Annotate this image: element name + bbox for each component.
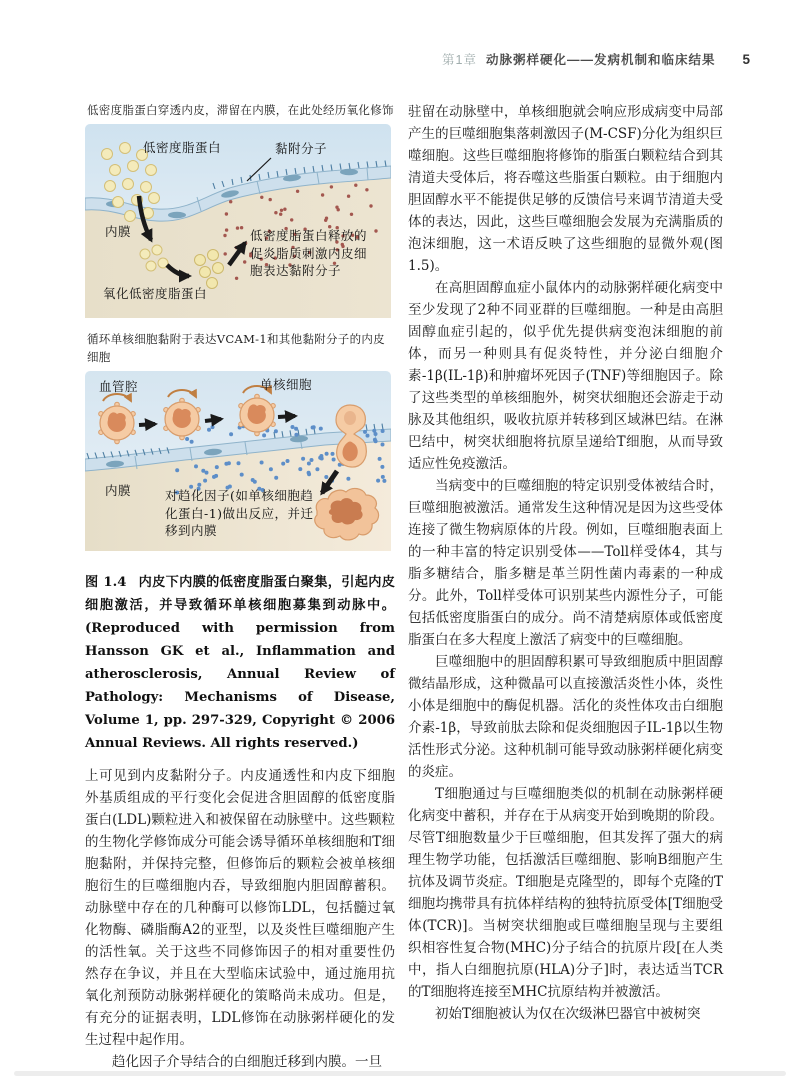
body-paragraph: T细胞通过与巨噬细胞类似的机制在动脉粥样硬化病变中蓄积，并存在于从病变开始到晚期的阶段。尽管T细胞数量少于巨噬细胞，但其发挥了强大的病理生物学功能，包括激活巨噬细胞、影响B细胞产生抗体及调节炎症。T细胞是克隆型的，即每个克隆的T细胞均携带具有抗体样结构的独特抗原受体[T细胞受体(TCR)]。当树突状细胞或巨噬细胞呈现与主要组织相容性复合物(MHC)分子结合的抗原片段[在人类中，指人白细胞抗原(HLA)分子]时，表达适当TCR的T细胞将连接至MHC抗原结构并被激活。 [408,786,724,1000]
label-intima-1: 内膜 [105,224,132,239]
page-number: 5 [742,52,750,67]
figure-caption [85,571,395,755]
transmigrating-body-shade [344,411,356,425]
label-inflammatory-lipids: 低密度脂蛋白释放的促炎脂质刺激内皮细胞表达黏附分子 [250,228,368,278]
left-column [85,101,395,1073]
label-adhesion-molecule: 黏附分子 [275,141,328,156]
left-body-text [85,765,395,1073]
figure-panel2 [85,371,391,551]
page-bottom-edge [14,1071,786,1076]
chapter-label: 第1章 [442,53,477,67]
body-paragraph: 驻留在动脉壁中，单核细胞就会响应形成病变中局部产生的巨噬细胞集落刺激因子(M-CSF)分化为组织巨噬细胞。这些巨噬细胞将修饰的脂蛋白颗粒结合到其清道夫受体后，将吞噬这些脂蛋白颗粒。由于细胞内胆固醇水平不能提供足够的反馈信号来调节清道夫受体的表达，因此，这些巨噬细胞会发展为充满脂质的泡沫细胞，这一术语反映了这些细胞的显微外观(图1.5)。 [408,104,723,274]
label-chemokine-response: 对趋化因子(如单核细胞趋化蛋白-1)做出反应，并迁移到内膜 [165,488,314,538]
body-paragraph: 巨噬细胞中的胆固醇积累可导致细胞质中胆固醇微结晶形成，这种微晶可以直接激活炎性小体，炎性小体是细胞中的酶促机器。活化的炎性体攻击白细胞介素-1β，导致前肽去除和促炎细胞因子IL-1β以生物活性形式分泌。这种机制可能导致动脉粥样硬化病变的炎症。 [408,654,723,780]
figure-panel2-heading: 循环单核细胞黏附于表达VCAM-1和其他黏附分子的内皮细胞 [87,332,385,364]
running-header [0,0,800,68]
body-paragraph: 当病变中的巨噬细胞的特定识别受体被结合时，巨噬细胞被激活。通常发生这种情况是因为这些受体连接了微生物病原体的片段。例如，巨噬细胞表面上的一种丰富的特定识别受体——Toll样受体4，其与脂多糖结合，脂多糖是革兰阴性菌内毒素的一种成分。此外，Toll样受体可识别某些内源性分子，可能包括低密度脂蛋白的成分。尚不清楚病原体或低密度脂蛋白在多大程度上激活了病变中的巨噬细胞。 [408,478,723,648]
body-paragraph: 上可见到内皮黏附分子。内皮通透性和内皮下细胞外基质组成的平行变化会促进含胆固醇的低密度脂蛋白(LDL)颗粒进入和被保留在动脉壁中。这些颗粒的生物化学修饰成分可能会诱导循环单核细胞和T细胞黏附，并保持完整，但修饰后的颗粒会被单核细胞衍生的巨噬细胞内吞，导致细胞内胆固醇蓄积。动脉壁中存在的几种酶可以修饰LDL，包括髓过氧化物酶、磷脂酶A2的亚型，以及炎性巨噬细胞产生的活性氧。关于这些不同修饰因子的相对重要性仍然存在争议，并且在大型临床试验中，通过施用抗氧化剂预防动脉粥样硬化的策略尚未成功。但是，有充分的证据表明，LDL修饰在动脉粥样硬化的发生过程中起作用。 [85,768,395,1048]
figure-caption-number: 图 1.4 [85,575,127,590]
body-paragraph: 趋化因子介导结合的白细胞迁移到内膜。一旦 [112,1054,382,1070]
figure-caption-text: 内皮下内膜的低密度脂蛋白聚集，引起内皮细胞激活，并导致循环单核细胞募集到动脉中。(Reproduced with permission from Hansson GK et al., Inflammation and atherosclerosis, Annual Review of Pathology: Mechanisms of Disease, Volume 1, pp. 297-329, Copyright © 2006 Annual Reviews. All rights reserved.) [85,575,395,751]
figure-panel1-heading: 低密度脂蛋白穿透内皮，滞留在内膜，在此处经历氧化修饰 [87,103,394,117]
label-ldl: 低密度脂蛋白 [143,140,222,155]
body-paragraph: 初始T细胞被认为仅在次级淋巴器官中被树突 [435,1006,701,1022]
label-monocyte: 单核细胞 [260,377,313,392]
label-oxidized-ldl: 氧化低密度脂蛋白 [103,286,208,301]
two-column-content [0,101,800,1073]
chapter-title: 动脉粥样硬化——发病机制和临床结果 [485,53,716,67]
figure-panel1 [85,124,391,318]
label-intima-2: 内膜 [105,483,132,498]
right-column [408,101,723,1073]
label-vessel-lumen: 血管腔 [99,379,139,394]
body-paragraph: 在高胆固醇血症小鼠体内的动脉粥样硬化病变中至少发现了2种不同亚群的巨噬细胞。一种是由高胆固醇血症引起的，似乎优先提供病变泡沫细胞的前体，而另一种则具有促炎特性，并分泌白细胞介素-1β(IL-1β)和肿瘤坏死因子(TNF)等细胞因子。除了这些类型的单核细胞外，树突状细胞还会游走于动脉及其他组织，吸收抗原并转移到区域淋巴结。在淋巴结中，树突状细胞将抗原呈递给T细胞，从而导致适应性免疫激活。 [408,280,723,472]
